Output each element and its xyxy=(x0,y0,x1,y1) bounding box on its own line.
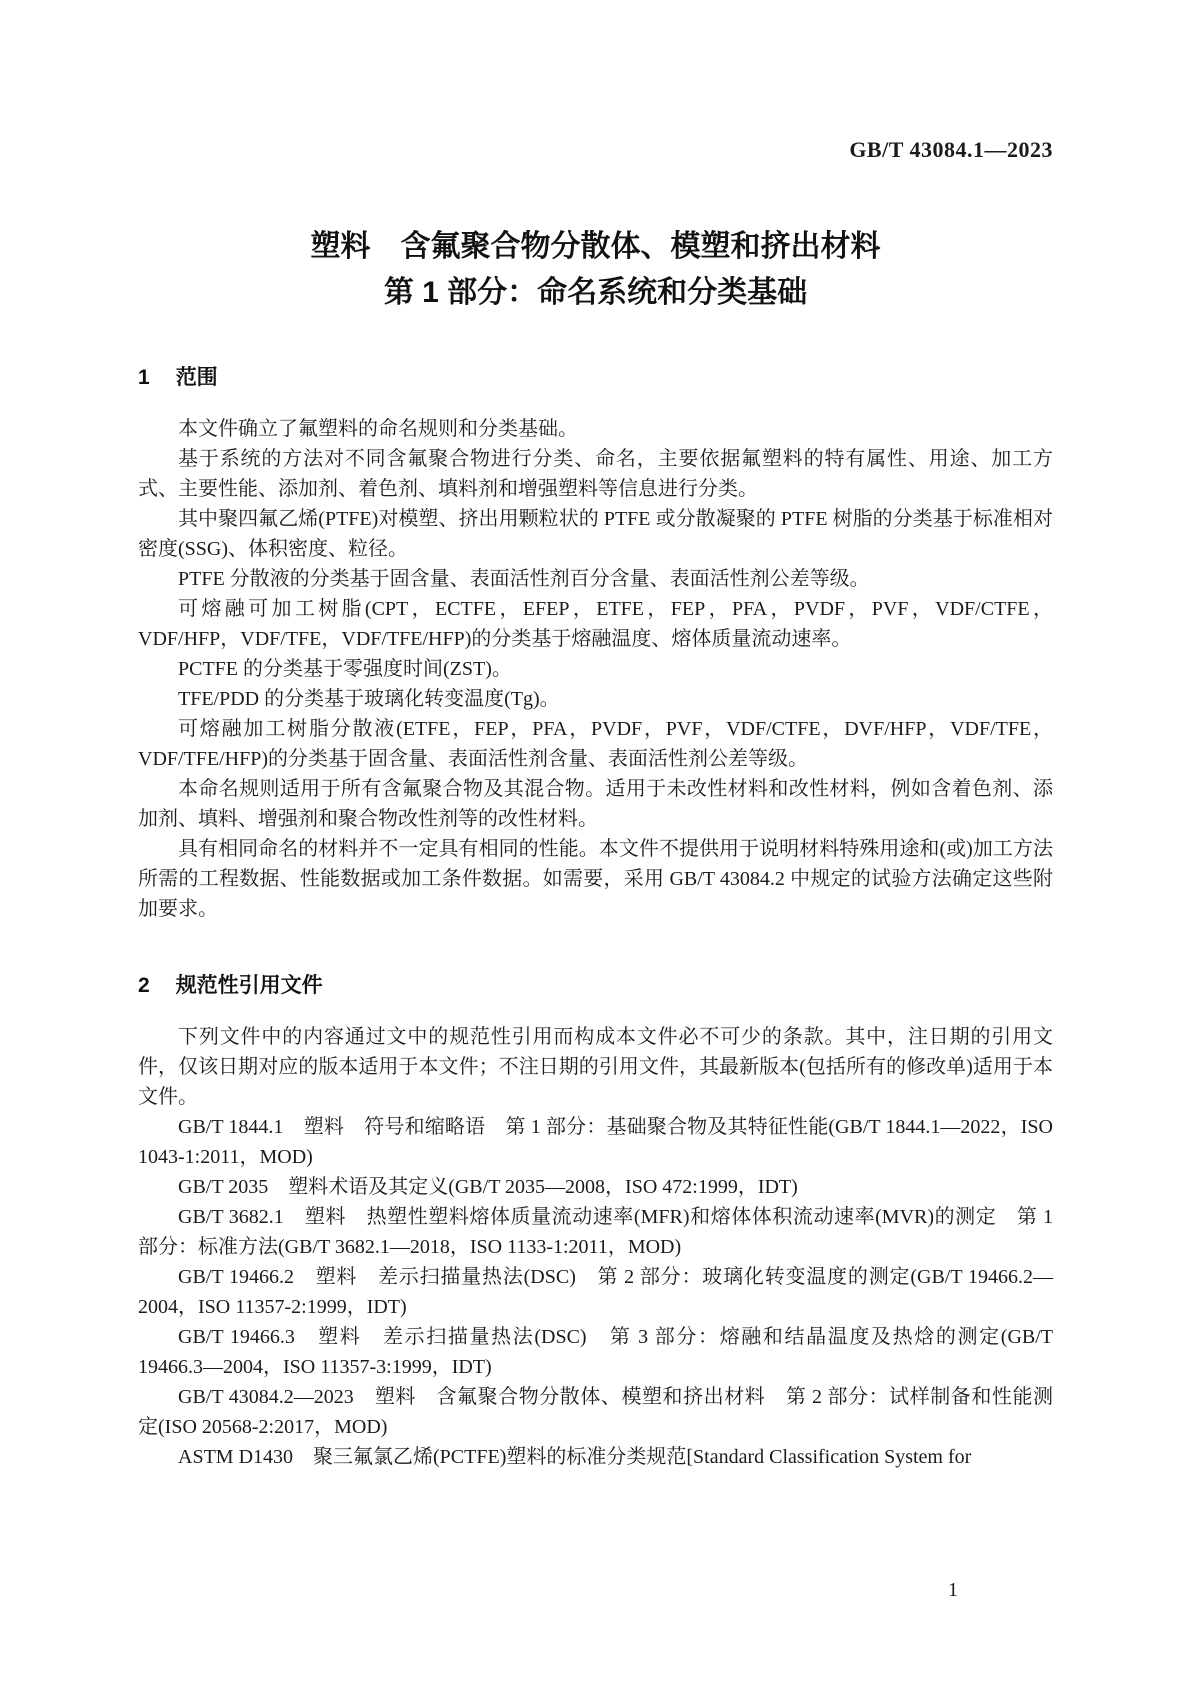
paragraph: GB/T 19466.2 塑料 差示扫描量热法(DSC) 第 2 部分：玻璃化转变温度的测定(GB/T 19466.2—2004，ISO 11357-2:1999，IDT) xyxy=(138,1266,1053,1318)
standard-code: GB/T 43084.1—2023 xyxy=(849,137,1053,162)
document-body xyxy=(138,364,1053,1472)
section-heading xyxy=(138,972,1053,1000)
paragraph: GB/T 43084.2—2023 塑料 含氟聚合物分散体、模塑和挤出材料 第 2 部分：试样制备和性能测定(ISO 20568-2:2017，MOD) xyxy=(138,1386,1053,1438)
section-number: 2 xyxy=(138,974,150,997)
section-heading xyxy=(138,364,1053,392)
paragraph: 基于系统的方法对不同含氟聚合物进行分类、命名，主要依据氟塑料的特有属性、用途、加工方式、主要性能、添加剂、着色剂、填料剂和增强塑料等信息进行分类。 xyxy=(138,448,1053,500)
paragraph: 可熔融加工树脂分散液(ETFE，FEP，PFA，PVDF，PVF，VDF/CTFE，DVF/HFP，VDF/TFE，VDF/TFE/HFP)的分类基于固含量、表面活性剂含量、表面活性剂公差等级。 xyxy=(138,718,1053,770)
paragraph: 本命名规则适用于所有含氟聚合物及其混合物。适用于未改性材料和改性材料，例如含着色剂、添加剂、填料、增强剂和聚合物改性剂等的改性材料。 xyxy=(138,778,1053,830)
paragraph: GB/T 19466.3 塑料 差示扫描量热法(DSC) 第 3 部分：熔融和结晶温度及热焓的测定(GB/T 19466.3—2004，ISO 11357-3:1999，IDT) xyxy=(138,1326,1053,1378)
paragraph: 下列文件中的内容通过文中的规范性引用而构成本文件必不可少的条款。其中，注日期的引用文件，仅该日期对应的版本适用于本文件；不注日期的引用文件，其最新版本(包括所有的修改单)适用于本文件。 xyxy=(138,1026,1053,1108)
paragraph: 本文件确立了氟塑料的命名规则和分类基础。 xyxy=(178,418,578,440)
section-title: 规范性引用文件 xyxy=(175,974,323,997)
document-title-line2: 第 1 部分：命名系统和分类基础 xyxy=(383,276,808,309)
document-title-line1: 塑料 含氟聚合物分散体、模塑和挤出材料 xyxy=(310,230,881,263)
paragraph: 可熔融可加工树脂(CPT，ECTFE，EFEP，ETFE，FEP，PFA，PVDF，PVF，VDF/CTFE，VDF/HFP，VDF/TFE，VDF/TFE/HFP)的分类基于熔融温度、熔体质量流动速率。 xyxy=(138,598,1053,650)
paragraph: GB/T 1844.1 塑料 符号和缩略语 第 1 部分：基础聚合物及其特征性能(GB/T 1844.1—2022，ISO 1043-1:2011，MOD) xyxy=(138,1116,1053,1168)
document-title xyxy=(138,224,1053,316)
paragraph: GB/T 2035 塑料术语及其定义(GB/T 2035—2008，ISO 472:1999，IDT) xyxy=(178,1176,798,1198)
paragraph: ASTM D1430 聚三氟氯乙烯(PCTFE)塑料的标准分类规范[Standard Classification System for xyxy=(178,1446,972,1468)
paragraph: 具有相同命名的材料并不一定具有相同的性能。本文件不提供用于说明材料特殊用途和(或)加工方法所需的工程数据、性能数据或加工条件数据。如需要，采用 GB/T 43084.2 中规定的试验方法确定这些附加要求。 xyxy=(138,838,1053,920)
paragraph: TFE/PDD 的分类基于玻璃化转变温度(Tg)。 xyxy=(178,688,560,710)
section-number: 1 xyxy=(138,366,150,389)
page-number: 1 xyxy=(948,1579,958,1601)
paragraph: 其中聚四氟乙烯(PTFE)对模塑、挤出用颗粒状的 PTFE 或分散凝聚的 PTFE 树脂的分类基于标准相对密度(SSG)、体积密度、粒径。 xyxy=(138,508,1053,560)
paragraph: PCTFE 的分类基于零强度时间(ZST)。 xyxy=(178,658,512,680)
section-title: 范围 xyxy=(175,366,218,389)
paragraph: PTFE 分散液的分类基于固含量、表面活性剂百分含量、表面活性剂公差等级。 xyxy=(178,568,870,590)
paragraph: GB/T 3682.1 塑料 热塑性塑料熔体质量流动速率(MFR)和熔体体积流动速率(MVR)的测定 第 1 部分：标准方法(GB/T 3682.1—2018，ISO 1133-1:2011，MOD) xyxy=(138,1206,1053,1258)
